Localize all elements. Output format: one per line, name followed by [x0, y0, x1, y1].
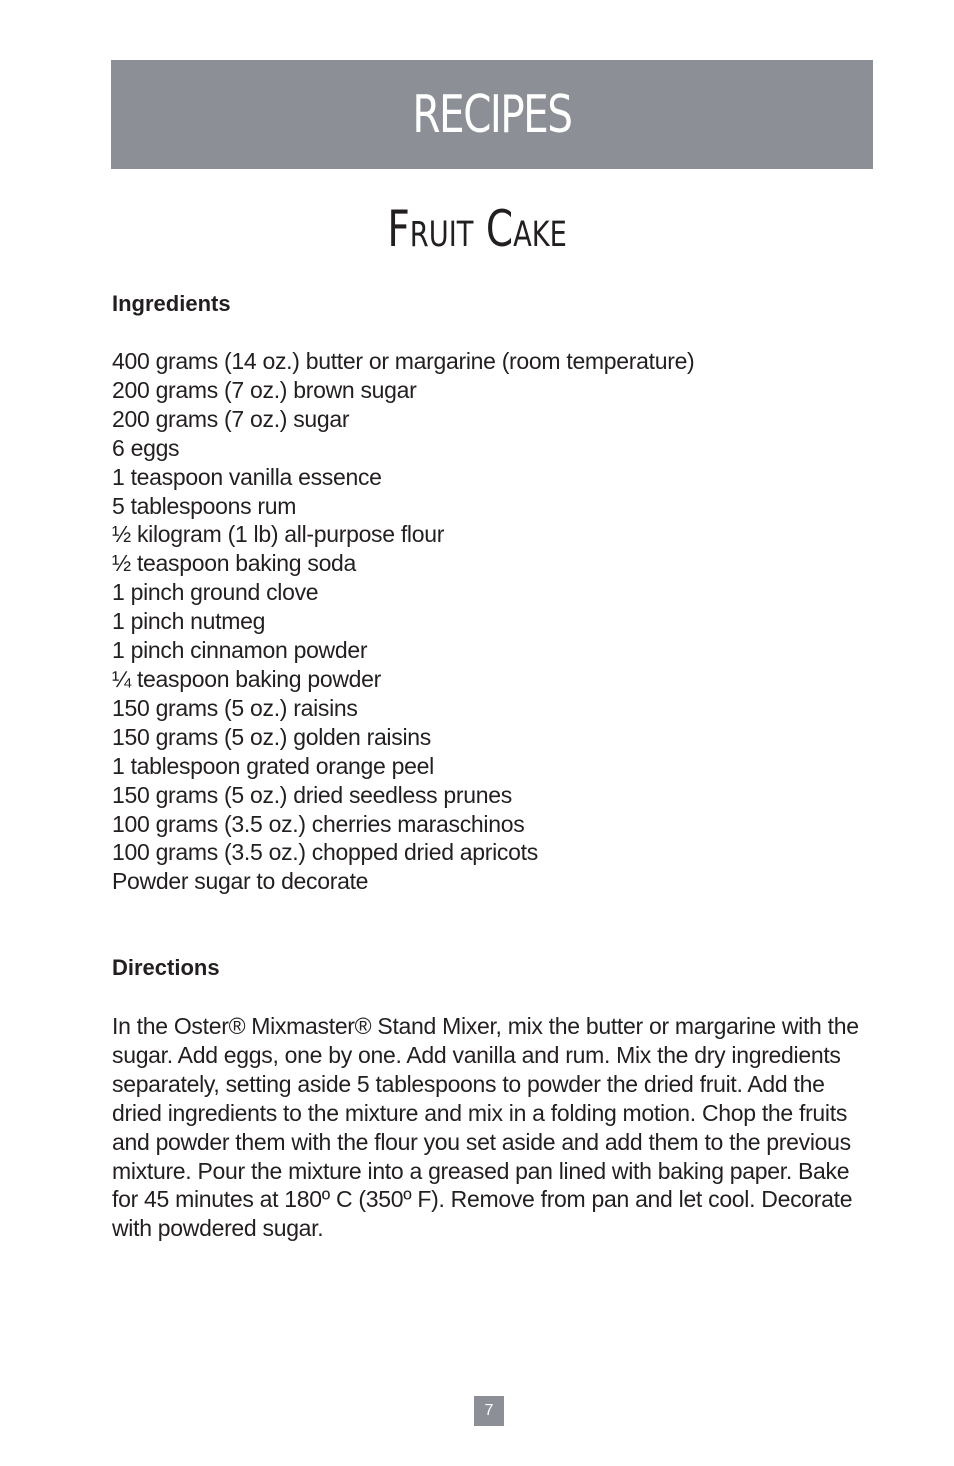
ingredient-item: ½ teaspoon baking soda — [112, 550, 357, 577]
ingredient-item: 1 pinch nutmeg — [112, 608, 266, 635]
recipe-title-container — [0, 202, 954, 257]
ingredient-item: 1 pinch cinnamon powder — [112, 637, 368, 664]
ingredient-item: ¼ teaspoon baking powder — [112, 665, 382, 692]
ingredient-item: ½ kilogram (1 lb) all-purpose flour — [112, 521, 445, 548]
recipe-title: Fruit Cake — [387, 200, 567, 258]
ingredient-item: 200 grams (7 oz.) brown sugar — [112, 376, 417, 403]
ingredient-list — [112, 347, 694, 896]
ingredients-heading: Ingredients — [112, 291, 231, 316]
ingredient-item: 150 grams (5 oz.) raisins — [112, 694, 358, 721]
section-title: RECIPES — [412, 84, 572, 145]
ingredient-item: 1 pinch ground clove — [112, 579, 319, 606]
header-band — [111, 60, 873, 169]
directions-heading: Directions — [112, 955, 220, 980]
directions-text: In the Oster® Mixmaster® Stand Mixer, mix the butter or margarine with the sugar. Add eggs, one by one. Add vanilla and rum. Mix the dry ingredients separately, setting aside 5 tablespoons to powder the dried fruit. Add the dried ingredients to the mixture and mix in a folding motion. Chop the fruits and powder them with the flour you set aside and add them to the previous mixture. Pour the mixture into a greased pan lined with baking paper. Bake for 45 minutes at 180º C (350º F). Remove from pan and let cool. Decorate with powdered sugar. — [112, 1013, 859, 1242]
page-number: 7 — [474, 1396, 504, 1426]
ingredient-item: 400 grams (14 oz.) butter or margarine (room temperature) — [112, 348, 695, 374]
ingredient-item: 6 eggs — [112, 434, 180, 461]
ingredient-item: 1 tablespoon grated orange peel — [112, 752, 434, 779]
ingredient-item: 150 grams (5 oz.) golden raisins — [112, 723, 431, 750]
ingredient-item: 150 grams (5 oz.) dried seedless prunes — [112, 781, 512, 808]
ingredient-item: 5 tablespoons rum — [112, 492, 297, 519]
ingredient-item: 1 teaspoon vanilla essence — [112, 463, 382, 490]
ingredient-item: 100 grams (3.5 oz.) chopped dried apricots — [112, 839, 538, 866]
ingredient-item: Powder sugar to decorate — [112, 868, 369, 895]
ingredient-item: 100 grams (3.5 oz.) cherries maraschinos — [112, 810, 525, 837]
ingredient-item: 200 grams (7 oz.) sugar — [112, 405, 350, 432]
